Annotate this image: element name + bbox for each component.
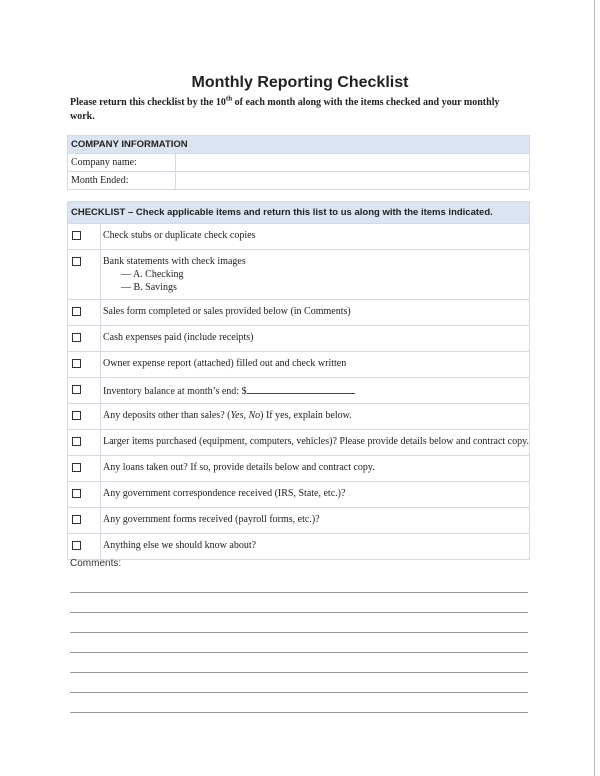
checklist-item-label: Owner expense report (attached) filled out and check written bbox=[101, 352, 530, 378]
checklist-item-label: Check stubs or duplicate check copies bbox=[101, 224, 530, 250]
checklist-item bbox=[68, 534, 530, 560]
comment-line[interactable] bbox=[70, 632, 528, 633]
checklist-item-label: Any loans taken out? If so, provide details below and contract copy. bbox=[101, 456, 530, 482]
checklist-item bbox=[68, 352, 530, 378]
page-title: Monthly Reporting Checklist bbox=[191, 74, 409, 91]
table-row bbox=[68, 154, 530, 172]
checklist-item-label: Any deposits other than sales? ( bbox=[103, 410, 231, 421]
checkbox[interactable] bbox=[72, 359, 81, 368]
checkbox[interactable] bbox=[72, 411, 81, 420]
checkbox[interactable] bbox=[72, 437, 81, 446]
intro-after: of each month along with the items checked and your monthly work. bbox=[70, 97, 500, 122]
comment-line[interactable] bbox=[70, 652, 528, 653]
checkbox[interactable] bbox=[72, 515, 81, 524]
checklist-item-label: Anything else we should know about? bbox=[101, 534, 530, 560]
intro-text bbox=[70, 96, 520, 124]
checklist-item-label: Sales form completed or sales provided below (in Comments) bbox=[101, 300, 530, 326]
sub-item-checking: — A. Checking bbox=[121, 269, 184, 280]
month-ended-label: Month Ended: bbox=[68, 172, 176, 190]
checklist-header: CHECKLIST – Check applicable items and return this list to us along with the items indicated. bbox=[68, 202, 530, 224]
checklist-item-label: Bank statements with check images bbox=[103, 256, 246, 267]
checklist-item bbox=[68, 430, 530, 456]
checklist-item bbox=[68, 326, 530, 352]
intro-sup: th bbox=[225, 94, 233, 103]
checkbox[interactable] bbox=[72, 231, 81, 240]
checklist-item-label: Larger items purchased (equipment, computers, vehicles)? Please provide details below and contract copy. bbox=[101, 430, 530, 456]
comment-line[interactable] bbox=[70, 712, 528, 713]
sub-item-savings: — B. Savings bbox=[121, 282, 177, 293]
checkbox[interactable] bbox=[72, 307, 81, 316]
checklist-item bbox=[68, 404, 530, 430]
checklist-table bbox=[67, 201, 530, 560]
comment-line[interactable] bbox=[70, 612, 528, 613]
company-name-field[interactable] bbox=[176, 154, 530, 172]
checklist-item bbox=[68, 378, 530, 404]
checkbox[interactable] bbox=[72, 541, 81, 550]
checklist-item bbox=[68, 224, 530, 250]
checklist-item bbox=[68, 456, 530, 482]
yes-no-option: Yes, No bbox=[230, 410, 261, 421]
checklist-item-label: Cash expenses paid (include receipts) bbox=[101, 326, 530, 352]
comment-line[interactable] bbox=[70, 692, 528, 693]
intro-before: Please return this checklist by the 10 bbox=[70, 97, 226, 108]
checklist-item bbox=[68, 508, 530, 534]
comment-line[interactable] bbox=[70, 672, 528, 673]
checklist-item-label-end: ) If yes, explain below. bbox=[260, 410, 352, 421]
checklist-item-label: Any government correspondence received (IRS, State, etc.)? bbox=[101, 482, 530, 508]
checkbox[interactable] bbox=[72, 257, 81, 266]
comments-label: Comments: bbox=[70, 558, 122, 569]
month-ended-field[interactable] bbox=[176, 172, 530, 190]
checkbox[interactable] bbox=[72, 333, 81, 342]
checklist-item bbox=[68, 300, 530, 326]
inventory-amount-field[interactable] bbox=[247, 383, 355, 394]
company-name-label: Company name: bbox=[68, 154, 176, 172]
checkbox[interactable] bbox=[72, 463, 81, 472]
table-row bbox=[68, 172, 530, 190]
checkbox[interactable] bbox=[72, 489, 81, 498]
checklist-item-label: Any government forms received (payroll forms, etc.)? bbox=[101, 508, 530, 534]
checklist-item bbox=[68, 482, 530, 508]
checkbox[interactable] bbox=[72, 385, 81, 394]
comment-line[interactable] bbox=[70, 592, 528, 593]
checklist-item bbox=[68, 250, 530, 300]
company-info-header: COMPANY INFORMATION bbox=[68, 136, 530, 154]
company-info-table bbox=[67, 135, 530, 190]
checklist-item-label: Inventory balance at month’s end: $ bbox=[103, 386, 247, 397]
